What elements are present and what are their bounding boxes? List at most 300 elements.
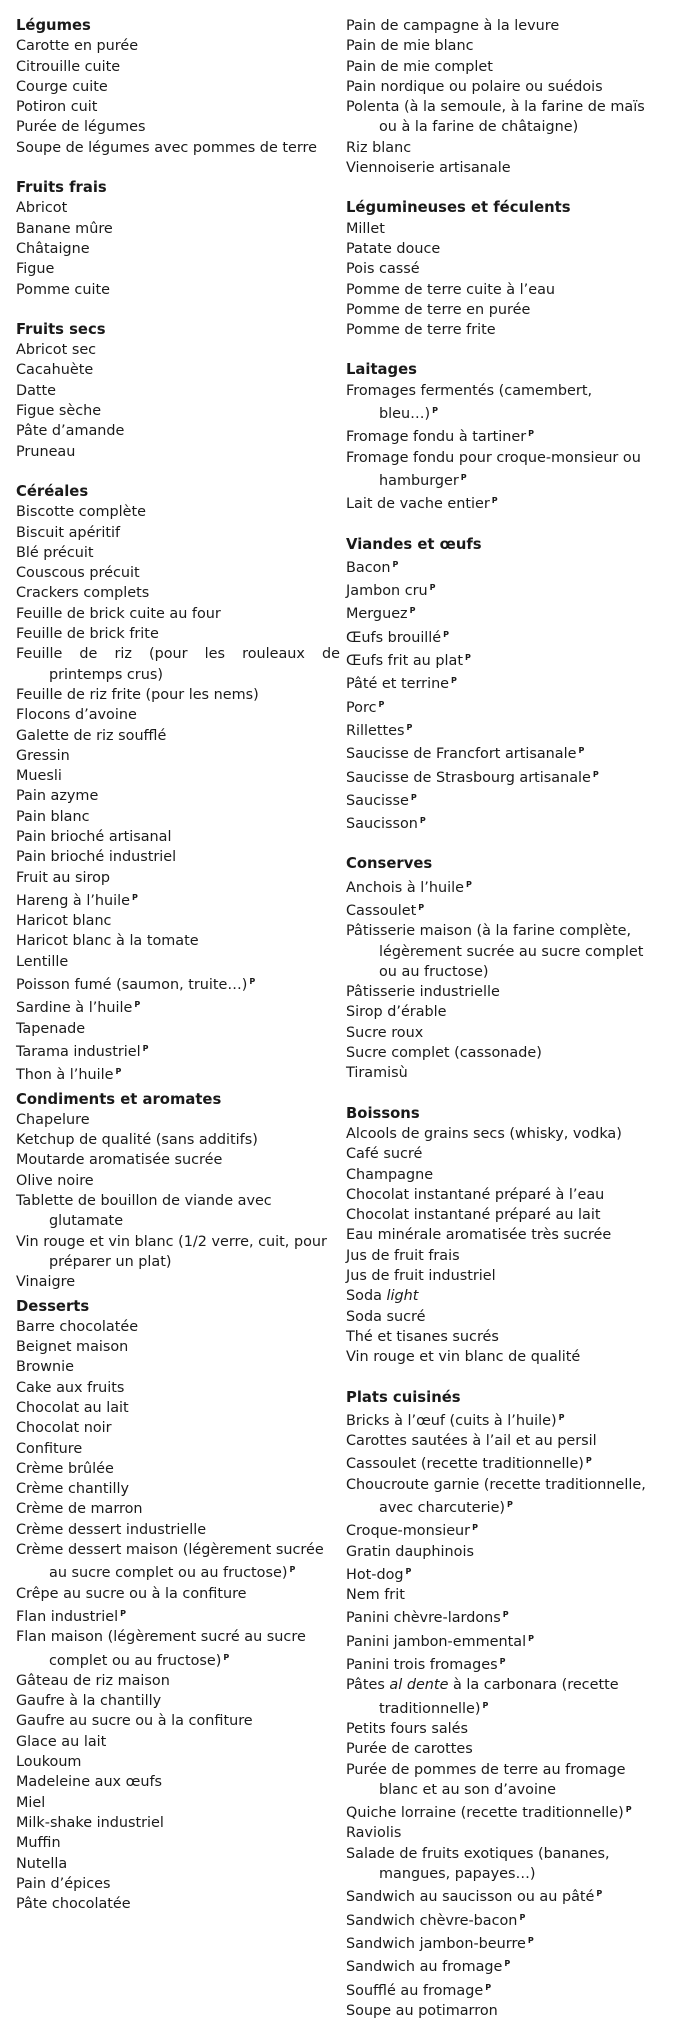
food-item-label: Barre chocolatée [16,1318,139,1335]
food-item [16,786,340,806]
food-item [16,543,340,563]
p-marker: P [378,699,385,709]
food-item-label: Crackers complets [16,585,150,602]
food-item-label: Raviolis [346,1825,402,1842]
food-item [346,1719,655,1739]
section-section [346,16,655,178]
food-item-label: Pain azyme [16,788,99,805]
food-item [346,1884,655,1907]
food-item-label: Bricks à l’œuf (cuits à l’huile) [346,1412,557,1429]
food-item [16,644,340,685]
food-item-label: Cassoulet [346,902,417,919]
food-item-label: Thon à l’huile [16,1067,114,1084]
food-item [346,57,655,77]
food-item-label: Gratin dauphinois [346,1543,474,1560]
food-item-label: Confiture [16,1440,83,1457]
section-conserves [346,854,655,1083]
food-item [16,1357,340,1377]
food-item [346,1307,655,1327]
food-item [16,931,340,951]
food-item [16,523,340,543]
food-item-label: Pois cassé [346,261,420,278]
food-item-label: Cacahuète [16,362,94,379]
food-item [346,695,655,718]
food-item-label: Muesli [16,768,62,785]
food-item [16,1150,340,1170]
food-item-label: Fromages fermentés (camembert, bleu…) [346,382,593,423]
food-item [346,1675,655,1719]
food-item [346,578,655,601]
p-marker: P [491,496,498,506]
food-item [16,972,340,995]
food-item [346,1652,655,1675]
food-item-label: Saucisse de Francfort artisanale [346,746,577,763]
food-item-label: Tiramisù [346,1065,408,1082]
food-item [16,1499,340,1519]
food-item-label: Merguez [346,606,408,623]
food-item-label: Ketchup de qualité (sans additifs) [16,1132,258,1149]
food-item [346,1823,655,1843]
food-item [16,1062,340,1085]
food-item [346,1327,655,1347]
food-item-label: Madeleine aux œufs [16,1774,163,1791]
food-item-label: Panini jambon-emmental [346,1633,527,1650]
food-item-label: Tapenade [16,1020,86,1037]
p-marker: P [578,746,585,756]
p-marker: P [451,676,457,686]
food-item [346,1043,655,1063]
p-marker: P [134,1000,141,1010]
food-item-label: Feuille de brick frite [16,626,159,643]
p-marker: P [528,1633,534,1643]
food-item [16,280,340,300]
p-marker: P [131,892,138,902]
food-item [16,1019,340,1039]
food-item [16,1627,340,1671]
food-item-label: Pomme de terre en purée [346,301,531,318]
food-item [346,1347,655,1367]
p-marker: P [443,629,450,639]
p-marker: P [558,1412,565,1422]
food-item-label: Galette de riz soufflé [16,727,167,744]
food-item [16,726,340,746]
food-item [16,1772,340,1792]
food-item-label: Pain brioché artisanal [16,828,172,845]
section-title: Légumes [16,17,91,34]
food-item-label: Hareng à l’huile [16,892,130,909]
p-marker: P [223,1652,230,1662]
food-item-label: Soda [346,1288,387,1305]
food-item-label: Pain de mie complet [346,58,493,75]
food-item-label: Lait de vache entier [346,496,490,513]
food-item [346,1978,655,2001]
food-item [16,97,340,117]
food-item-label: Pomme de terre cuite à l’eau [346,281,556,298]
food-item [16,563,340,583]
food-item-label: Choucroute garnie (recette traditionnelle, avec charcuterie) [346,1476,646,1516]
food-item [346,811,655,834]
food-item [346,1739,655,1759]
food-item [16,995,340,1018]
food-item [16,1191,340,1232]
section-plats-cuisines [346,1388,655,2021]
p-marker: P [504,1959,511,1969]
food-item [16,502,340,522]
p-marker: P [406,722,413,732]
food-item-label: Fromage fondu pour croque-monsieur ou hamburger [346,449,641,489]
section-legumineuses-et-feculents [346,198,655,340]
food-item [346,982,655,1002]
food-item-label: Pâtes [346,1677,390,1694]
p-marker: P [485,1982,492,1992]
p-marker: P [115,1067,122,1077]
food-item [16,685,340,705]
food-item-label: Muffin [16,1835,61,1852]
food-item-label: Gâteau de riz maison [16,1672,170,1689]
food-item-label: Gressin [16,747,70,764]
food-item [346,1144,655,1164]
section-title: Boissons [346,1104,420,1122]
food-item-label: Datte [16,382,57,399]
food-item [346,1931,655,1954]
food-item-label: Panini trois fromages [346,1657,498,1674]
food-item-label: Sucre complet (cassonade) [346,1045,542,1062]
food-item [16,1732,340,1752]
food-item-label: Thé et tisanes sucrés [346,1328,499,1345]
food-item-label: Œufs frit au plat [346,653,463,670]
food-item-label: Pomme cuite [16,281,110,298]
food-item [16,77,340,97]
food-item [346,1605,655,1628]
food-item-label: Œufs brouillé [346,629,442,646]
food-item [16,239,340,259]
food-item [346,1185,655,1205]
food-item-label: Nutella [16,1855,68,1872]
food-item [16,1130,340,1150]
food-item [346,1475,655,1519]
food-item [16,1232,340,1273]
food-item-label: Crêpe au sucre ou à la confiture [16,1585,247,1602]
food-item-label: Biscotte complète [16,504,147,521]
food-item-label: Soufflé au fromage [346,1982,484,1999]
food-item [346,788,655,811]
food-item-label: Lentille [16,953,69,970]
food-item-label: Purée de légumes [16,119,146,136]
food-item [346,1063,655,1083]
food-item-label: Pruneau [16,443,76,460]
food-item [16,1039,340,1062]
food-item [16,1171,340,1191]
food-item-label: Biscuit apéritif [16,524,121,541]
food-item-label: Croque-monsieur [346,1523,471,1540]
food-item-label: Jambon cru [346,583,428,600]
food-item [346,280,655,300]
food-item-label: Abricot [16,200,68,217]
food-item-label: Citrouille cuite [16,58,121,75]
food-item-label: Cake aux fruits [16,1379,125,1396]
food-item [16,1110,340,1130]
food-item-label: Pâtisserie industrielle [346,984,500,1001]
food-item-label: Miel [16,1794,46,1811]
food-item-label: Carottes sautées à l’ail et au persil [346,1433,597,1450]
food-item [346,1451,655,1474]
food-item [346,1286,655,1306]
food-item-label: Crème dessert industrielle [16,1521,207,1538]
food-item [346,320,655,340]
food-item-label: Glace au lait [16,1733,107,1750]
food-item-label: Crème brûlée [16,1460,114,1477]
section-title: Plats cuisinés [346,1388,461,1406]
food-item-label: Loukoum [16,1754,82,1771]
food-item [346,555,655,578]
food-item-emphasis: al dente [389,1677,449,1694]
food-item [16,705,340,725]
food-item [16,1711,340,1731]
food-item-label: Pain de mie blanc [346,38,474,55]
food-item [16,1813,340,1833]
food-item [346,1800,655,1823]
food-item [16,1854,340,1874]
food-item [16,401,340,421]
food-item-label: Tablette de bouillon de viande avec glutamate [16,1193,272,1230]
food-item [16,1833,340,1853]
section-desserts [16,1297,340,1915]
section-viandes-et-ufs [346,535,655,835]
section-fruits-secs [16,320,340,462]
food-item [346,239,655,259]
food-item [16,381,340,401]
food-item [16,1752,340,1772]
food-item [16,1874,340,1894]
food-item-label: Pâtisserie maison (à la farine complète, légèrement sucrée au sucre complet ou au fructose) [346,923,644,980]
section-laitages [346,360,655,514]
food-item [16,827,340,847]
food-item-label: Bacon [346,559,391,576]
food-item [346,718,655,741]
food-item-label: Feuille de brick cuite au four [16,605,221,622]
food-item [16,1418,340,1438]
food-item [346,625,655,648]
food-item [346,1023,655,1043]
food-item [16,36,340,56]
food-item [346,97,655,138]
p-marker: P [528,429,535,439]
section-title: Viandes et œufs [346,535,482,553]
section-title: Desserts [16,1297,90,1315]
food-item [346,1542,655,1562]
food-item-label: Chocolat instantané préparé à l’eau [346,1186,605,1203]
p-marker: P [460,472,467,482]
food-item [346,1225,655,1245]
food-item-label: Sandwich jambon-beurre [346,1935,526,1952]
food-item [16,1584,340,1604]
food-item-label: Pain d’épices [16,1875,111,1892]
food-item-label: Saucisse [346,792,409,809]
food-item [16,1439,340,1459]
food-item [346,300,655,320]
p-marker: P [482,1700,489,1710]
food-item-label: Riz blanc [346,139,412,156]
food-item-label: Vin rouge et vin blanc de qualité [346,1349,581,1366]
food-item-label: Flan industriel [16,1608,119,1625]
food-item-label: Rillettes [346,722,405,739]
p-marker: P [419,816,426,826]
food-item [16,1793,340,1813]
food-item [16,1459,340,1479]
food-item [16,952,340,972]
food-item-label: Moutarde aromatisée sucrée [16,1152,223,1169]
food-item [346,219,655,239]
food-item-label: Gaufre au sucre ou à la confiture [16,1713,253,1730]
food-item-label: Saucisson [346,816,418,833]
food-item [16,198,340,218]
food-item-label: Pain de campagne à la levure [346,18,560,34]
food-item-label: Saucisse de Strasbourg artisanale [346,769,591,786]
food-item-label: Sirop d’érable [346,1004,447,1021]
food-item-label: Fruit au sirop [16,869,111,886]
food-item [346,1408,655,1431]
food-item [346,1629,655,1652]
section-boissons [346,1104,655,1368]
food-item-label: Beignet maison [16,1339,129,1356]
food-item [346,1002,655,1022]
p-marker: P [625,1805,632,1815]
food-item-label: Flan maison (légèrement sucré au sucre complet ou au fructose) [16,1629,306,1669]
food-item-label: Feuille de riz (pour les rouleaux de printemps crus) [16,646,340,683]
food-item-label: Pain nordique ou polaire ou suédois [346,78,603,95]
food-item-label: Vin rouge et vin blanc (1/2 verre, cuit, pour préparer un plat) [16,1233,327,1270]
left-column [16,16,346,1973]
food-item [346,1585,655,1605]
food-item-label: Pain blanc [16,808,90,825]
food-item-label: Banane mûre [16,220,113,237]
food-item [16,117,340,137]
food-item-label: Alcools de grains secs (whisky, vodka) [346,1125,622,1142]
food-item [346,1908,655,1931]
food-item-label: Courge cuite [16,78,108,95]
food-item [346,648,655,671]
p-marker: P [405,1566,412,1576]
food-item [346,671,655,694]
food-item [16,888,340,911]
food-item-label: Anchois à l’huile [346,879,464,896]
food-item-label: Salade de fruits exotiques (bananes, mangues, papayes…) [346,1845,610,1883]
food-item-label: Châtaigne [16,240,90,257]
food-item [346,1431,655,1451]
food-item [346,138,655,158]
section-legumes [16,16,340,158]
food-item [346,448,655,492]
food-item [16,1691,340,1711]
food-item [16,1540,340,1584]
food-item [346,2001,655,2021]
p-marker: P [392,559,399,569]
food-item [346,1246,655,1266]
food-item-label: Flocons d’avoine [16,707,137,724]
food-item-label: Tarama industriel [16,1043,141,1060]
food-item [346,898,655,921]
food-item [16,583,340,603]
food-item-label: Cassoulet (recette traditionnelle) [346,1456,584,1473]
food-item [16,1894,340,1914]
food-item-label: Crème chantilly [16,1481,130,1498]
food-item-label: Soupe au potimarron [346,2002,498,2019]
food-item-label: Pâte d’amande [16,423,125,440]
food-item [346,259,655,279]
food-item [16,360,340,380]
food-item-label: Fromage fondu à tartiner [346,429,527,446]
food-item-label-suffix: à la carbonara (recette traditionnelle) [379,1677,619,1717]
food-item [16,259,340,279]
section-title: Condiments et aromates [16,1090,222,1108]
p-marker: P [507,1500,513,1509]
p-marker: P [410,792,417,802]
p-marker: P [249,977,256,987]
food-item [16,57,340,77]
food-item-label: Crème dessert maison (légèrement sucrée au sucre complet ou au fructose) [16,1542,324,1582]
section-title: Céréales [16,482,89,500]
food-item [16,421,340,441]
food-item-label: Feuille de riz frite (pour les nems) [16,686,259,703]
food-item-label: Purée de carottes [346,1741,473,1758]
food-item-label: Figue sèche [16,403,102,420]
food-item [16,624,340,644]
food-item [16,138,340,158]
food-item-label: Petits fours salés [346,1720,469,1737]
food-item [16,1604,340,1627]
food-item-label: Porc [346,699,377,716]
food-item-label: Nem frit [346,1587,405,1604]
food-item-label: Sardine à l’huile [16,1000,133,1017]
food-item-label: Chapelure [16,1111,90,1128]
food-item-label: Brownie [16,1359,75,1376]
food-item-label: Gaufre à la chantilly [16,1693,162,1710]
p-marker: P [289,1565,296,1575]
food-item-label: Figue [16,261,55,278]
food-item [346,741,655,764]
food-item [16,340,340,360]
food-item-label: Panini chèvre-lardons [346,1610,501,1627]
food-item-label: Sandwich au fromage [346,1959,503,1976]
food-item [346,36,655,56]
food-item [16,1337,340,1357]
p-marker: P [409,606,416,616]
food-item [16,1272,340,1292]
section-cereales [16,482,340,1086]
food-item-label: Sucre roux [346,1024,424,1041]
section-title: Légumineuses et féculents [346,199,571,217]
food-item-label: Millet [346,220,385,237]
food-item [346,1266,655,1286]
food-item [346,424,655,447]
section-fruits-frais [16,178,340,300]
food-item [16,1479,340,1499]
food-item [346,1518,655,1541]
food-item-label: Carotte en purée [16,38,139,55]
section-title: Fruits frais [16,179,107,197]
food-item-label: Pain brioché industriel [16,849,177,866]
food-item [346,601,655,624]
food-item [346,875,655,898]
food-item [16,766,340,786]
food-item [346,921,655,982]
p-marker: P [592,769,599,779]
food-item-label: Quiche lorraine (recette traditionnelle) [346,1805,624,1822]
food-item [346,16,655,36]
food-item [16,219,340,239]
section-title: Fruits secs [16,320,106,338]
food-item-label: Haricot blanc à la tomate [16,933,199,950]
